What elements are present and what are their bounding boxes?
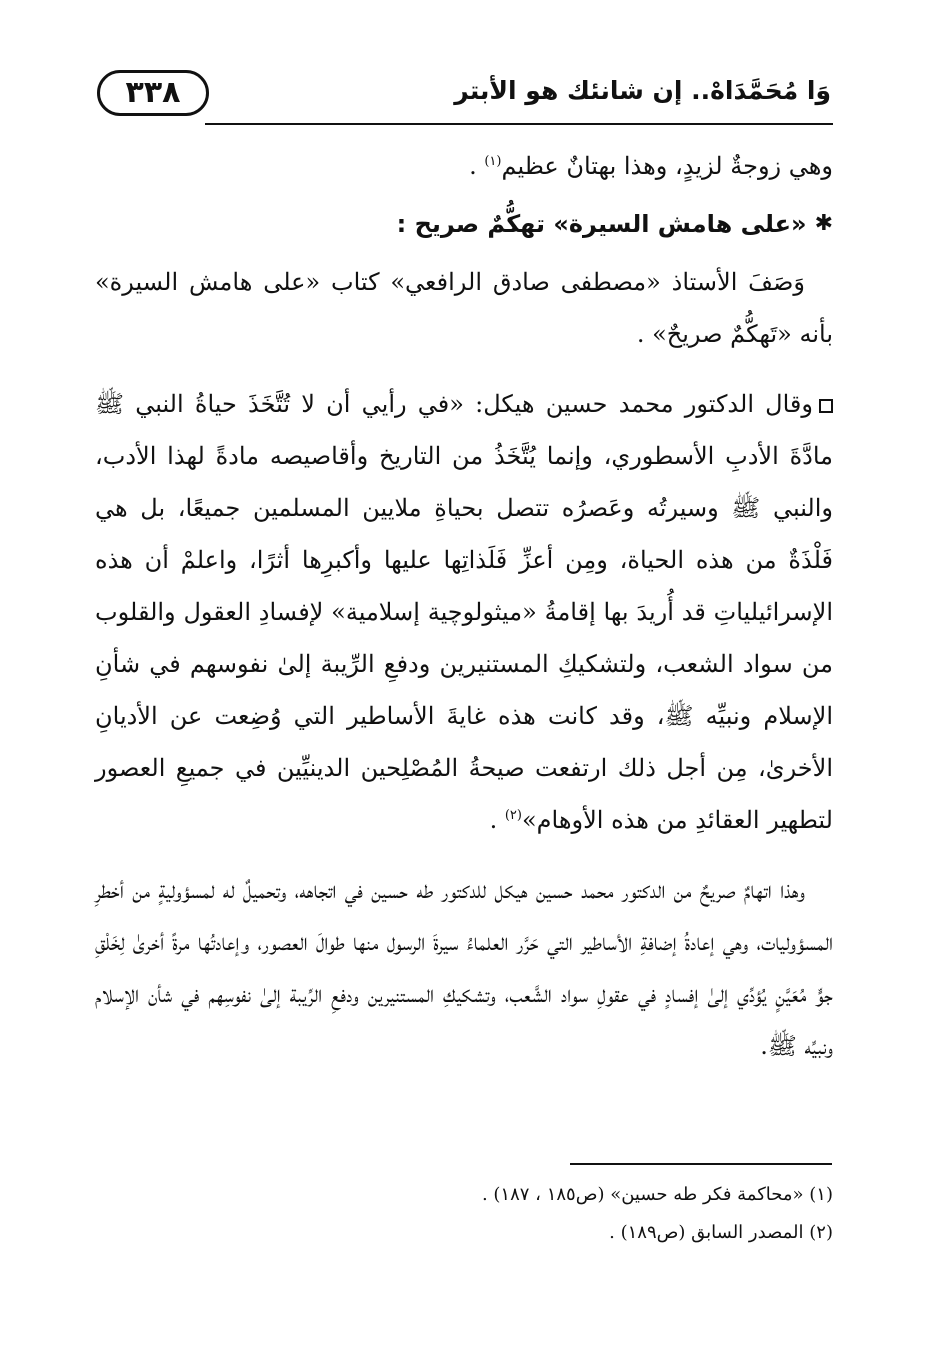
paragraph-rafii <box>95 256 833 360</box>
opening-line <box>95 140 833 192</box>
running-title: وَا مُحَمَّدَاهْ.. إن شانئك هو الأبتر <box>454 76 831 105</box>
footnote-rule <box>570 1163 832 1165</box>
spacer <box>95 360 833 378</box>
section-heading <box>95 196 833 252</box>
paragraph-haykal-quote <box>95 378 833 846</box>
square-bullet-icon <box>819 399 833 413</box>
paragraph-haykal-text: وقال الدكتور محمد حسين هيكل: «في رأيي أن لا تُتَّخَذَ حياةُ النبي ﷺ مادَّةَ الأدبِ الأسطوري، وإنما يُتَّخَذُ من التاريخ وأقاصيصه مادةً لهذا الأدب، والنبي ﷺ وسيرتُه وعَصرُه تتصل بحياةِ ملايين المسلمين جميعًا، بل هي فَلْذَةٌ من هذه الحياة، ومِن أعزِّ فَلَذاتِها عليها وأكبرِها أثرًا، واعلمْ أن هذه الإسرائيلياتِ قد أُريدَ بها إقامةُ «ميثولوچية إسلامية» لإفسادِ العقول والقلوب من سواد الشعب، ولتشكيكِ المستنيرين ودفعِ الرِّيبة إلىٰ نفوسهم في شأنِ الإسلام ونبيِّه ﷺ، وقد كانت هذه غايةَ الأساطير التي وُضِعت عن الأديانِ الأخرىٰ، مِن أجل ذلك ارتفعت صيحةُ المُصْلِحين الدينيِّين في جميعِ العصور لتطهير العقائدِ من هذه الأوهام» <box>95 390 833 834</box>
footnote-ref-1: (١) <box>484 154 502 169</box>
paragraph-commentary-text: وهذا اتهامٌ صريحٌ من الدكتور محمد حسين هيكل للدكتور طه حسين في اتجاهه، وتحميلٌ له لمسؤوليةٍ من أخطرِ المسؤوليات، وهي إعادةُ إضافةِ الأساطير التي حَرَّر العلماءُ سيرةَ الرسول منها طوالَ العصور، وإعادتُها مرةً أخرىٰ لِخَلْقِ جوٍّ مُعَيَّنٍ يُؤدِّي إلىٰ إفسادٍ في عقولِ سواد الشَّعب، وتشكيكِ المستنيرين ودفعِ الرِّيبة إلىٰ نفوسِهم في شأن الإسلام ونبيِّه ﷺ. <box>95 876 833 1060</box>
footnote-2: (٢) المصدر السابق (ص١٨٩) . <box>609 1222 833 1243</box>
footnote-ref-2: (٢) <box>504 808 522 823</box>
paragraph-rafii-text: وَصَفَ الأستاذ «مصطفى صادق الرافعي» كتاب «على هامش السيرة» بأنه «تَهكُّمٌ صريحٌ» . <box>95 268 833 348</box>
star-icon: ✱ <box>814 211 833 236</box>
page-header <box>95 66 833 126</box>
spacer <box>95 846 833 864</box>
opening-end: . <box>469 152 485 180</box>
paragraph-commentary <box>95 864 833 1072</box>
page-number: ٣٣٨ <box>125 75 181 110</box>
section-heading-text: «على هامش السيرة» تهكُّمٌ صريح : <box>396 210 807 238</box>
page-body <box>95 140 833 1072</box>
header-rule <box>205 123 833 125</box>
footnote-1: (١) «محاكمة فكر طه حسين» (ص١٨٥ ، ١٨٧) . <box>481 1184 833 1205</box>
page-number-badge <box>97 70 209 116</box>
footnotes <box>95 1176 833 1252</box>
opening-text: وهي زوجةٌ لزيدٍ، وهذا بهتانٌ عظيم <box>501 152 833 180</box>
paragraph-haykal-end: . <box>489 806 505 834</box>
